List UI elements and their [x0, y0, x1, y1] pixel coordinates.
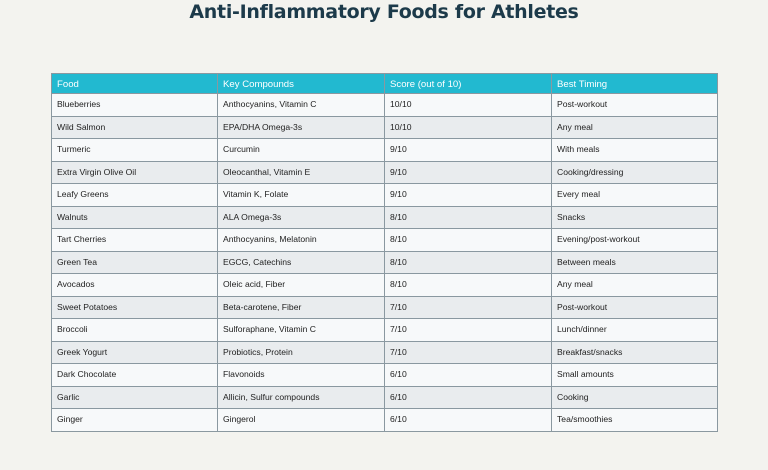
table-row	[52, 161, 718, 184]
foods-table	[51, 73, 718, 432]
cell-score: 7/10	[385, 296, 552, 319]
cell-food: Greek Yogurt	[52, 341, 218, 364]
cell-score: 8/10	[385, 274, 552, 297]
table-row	[52, 206, 718, 229]
cell-best-timing: Post-workout	[552, 296, 718, 319]
table-row	[52, 319, 718, 342]
cell-food: Avocados	[52, 274, 218, 297]
cell-score: 6/10	[385, 364, 552, 387]
table-row	[52, 184, 718, 207]
table-row	[52, 94, 718, 117]
cell-food: Broccoli	[52, 319, 218, 342]
cell-key-compounds: EGCG, Catechins	[218, 251, 385, 274]
cell-key-compounds: Curcumin	[218, 139, 385, 162]
cell-best-timing: Any meal	[552, 274, 718, 297]
cell-key-compounds: ALA Omega-3s	[218, 206, 385, 229]
cell-best-timing: Cooking	[552, 386, 718, 409]
cell-key-compounds: Beta-carotene, Fiber	[218, 296, 385, 319]
page-title: Anti-Inflammatory Foods for Athletes	[189, 1, 579, 23]
cell-score: 9/10	[385, 161, 552, 184]
table-row	[52, 116, 718, 139]
column-header-score: Score (out of 10)	[385, 74, 552, 94]
cell-best-timing: Between meals	[552, 251, 718, 274]
table-row	[52, 139, 718, 162]
cell-score: 6/10	[385, 409, 552, 432]
cell-best-timing: Evening/post-workout	[552, 229, 718, 252]
cell-food: Sweet Potatoes	[52, 296, 218, 319]
cell-key-compounds: Sulforaphane, Vitamin C	[218, 319, 385, 342]
cell-key-compounds: EPA/DHA Omega-3s	[218, 116, 385, 139]
cell-score: 10/10	[385, 116, 552, 139]
cell-best-timing: Snacks	[552, 206, 718, 229]
cell-key-compounds: Allicin, Sulfur compounds	[218, 386, 385, 409]
table-row	[52, 296, 718, 319]
cell-score: 8/10	[385, 206, 552, 229]
table-row	[52, 229, 718, 252]
cell-score: 9/10	[385, 139, 552, 162]
cell-food: Turmeric	[52, 139, 218, 162]
cell-best-timing: Lunch/dinner	[552, 319, 718, 342]
cell-key-compounds: Oleocanthal, Vitamin E	[218, 161, 385, 184]
cell-score: 9/10	[385, 184, 552, 207]
table-row	[52, 364, 718, 387]
cell-food: Ginger	[52, 409, 218, 432]
cell-score: 10/10	[385, 94, 552, 117]
cell-best-timing: With meals	[552, 139, 718, 162]
cell-food: Green Tea	[52, 251, 218, 274]
cell-food: Tart Cherries	[52, 229, 218, 252]
column-header-food: Food	[52, 74, 218, 94]
cell-food: Leafy Greens	[52, 184, 218, 207]
cell-food: Walnuts	[52, 206, 218, 229]
cell-score: 7/10	[385, 319, 552, 342]
cell-key-compounds: Flavonoids	[218, 364, 385, 387]
cell-score: 8/10	[385, 251, 552, 274]
cell-food: Extra Virgin Olive Oil	[52, 161, 218, 184]
table-row	[52, 274, 718, 297]
cell-key-compounds: Vitamin K, Folate	[218, 184, 385, 207]
cell-score: 6/10	[385, 386, 552, 409]
table-header-row	[52, 74, 718, 94]
cell-score: 7/10	[385, 341, 552, 364]
cell-key-compounds: Probiotics, Protein	[218, 341, 385, 364]
cell-best-timing: Breakfast/snacks	[552, 341, 718, 364]
cell-score: 8/10	[385, 229, 552, 252]
cell-best-timing: Cooking/dressing	[552, 161, 718, 184]
cell-best-timing: Small amounts	[552, 364, 718, 387]
cell-best-timing: Any meal	[552, 116, 718, 139]
cell-key-compounds: Gingerol	[218, 409, 385, 432]
cell-food: Garlic	[52, 386, 218, 409]
column-header-key-compounds: Key Compounds	[218, 74, 385, 94]
cell-food: Dark Chocolate	[52, 364, 218, 387]
cell-best-timing: Tea/smoothies	[552, 409, 718, 432]
table-row	[52, 409, 718, 432]
cell-best-timing: Every meal	[552, 184, 718, 207]
cell-key-compounds: Anthocyanins, Vitamin C	[218, 94, 385, 117]
table-row	[52, 251, 718, 274]
cell-key-compounds: Oleic acid, Fiber	[218, 274, 385, 297]
cell-food: Blueberries	[52, 94, 218, 117]
cell-best-timing: Post-workout	[552, 94, 718, 117]
table-row	[52, 341, 718, 364]
cell-key-compounds: Anthocyanins, Melatonin	[218, 229, 385, 252]
cell-food: Wild Salmon	[52, 116, 218, 139]
column-header-best-timing: Best Timing	[552, 74, 718, 94]
table-row	[52, 386, 718, 409]
